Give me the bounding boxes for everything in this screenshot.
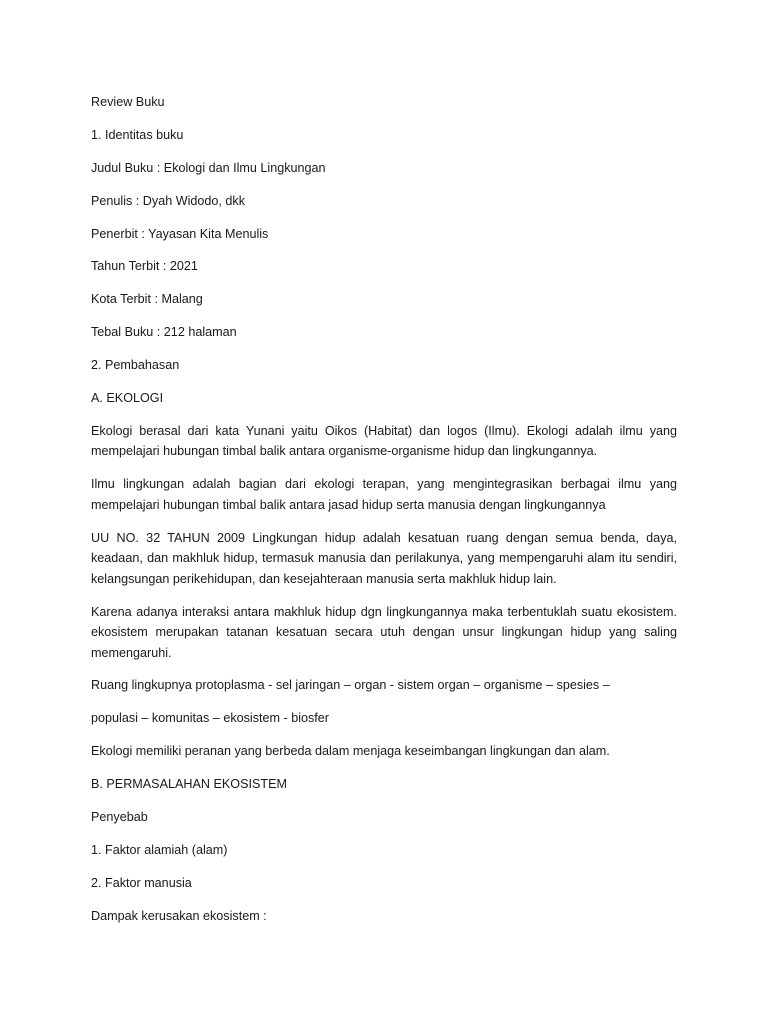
list-item-penyebab: 1. Faktor alamiah (alam) [91,842,228,857]
document-title: Review Buku [91,95,165,109]
section-heading-identitas: 1. Identitas buku [91,127,184,142]
paragraph-ekologi-definisi: Ekologi berasal dari kata Yunani yaitu Oikos (Habitat) dan logos (Ilmu). Ekologi adalah ilmu yang mempelajari hubungan timbal balik antara organisme-organisme hidup dan lingkungannya. [91,423,677,459]
section-heading-pembahasan: 2. Pembahasan [91,358,180,373]
identity-penerbit: Penerbit : Yayasan Kita Menulis [91,226,269,241]
identity-penulis: Penulis : Dyah Widodo, dkk [91,193,245,208]
identity-kota: Kota Terbit : Malang [91,292,203,307]
identity-tahun: Tahun Terbit : 2021 [91,259,198,274]
paragraph-ilmu-lingkungan: Ilmu lingkungan adalah bagian dari ekologi terapan, yang mengintegrasikan berbagai ilmu yang mempelajari hubungan timbal balik antara jasad hidup serta manusia dengan lingkungannya [91,477,677,512]
identity-judul: Judul Buku : Ekologi dan Ilmu Lingkungan [91,160,326,175]
ruang-lingkup-line-1: Ruang lingkupnya protoplasma - sel jaringan – organ - sistem organ – organisme – spesies – [91,678,610,693]
subsection-heading-ekologi: A. EKOLOGI [91,391,164,406]
paragraph-ekosistem: Karena adanya interaksi antara makhluk hidup dgn lingkungannya maka terbentuklah suatu ekosistem. ekosistem merupakan tatanan kesatuan secara utuh dengan unsur lingkungan hidup yang saling memengaruhi. [91,604,677,660]
document-body [91,92,677,939]
paragraph-peranan: Ekologi memiliki peranan yang berbeda dalam menjaga keseimbangan lingkungan dan alam. [91,744,610,759]
penyebab-heading: Penyebab [91,810,148,825]
list-item-penyebab: 2. Faktor manusia [91,875,192,890]
dampak-heading: Dampak kerusakan ekosistem : [91,908,267,923]
ruang-lingkup-line-2: populasi – komunitas – ekosistem - biosfer [91,711,329,726]
identity-tebal: Tebal Buku : 212 halaman [91,325,237,340]
subsection-heading-permasalahan: B. PERMASALAHAN EKOSISTEM [91,777,287,792]
paragraph-uu-lingkungan: UU NO. 32 TAHUN 2009 Lingkungan hidup adalah kesatuan ruang dengan semua benda, daya, keadaan, dan makhluk hidup, termasuk manusia dan perilakunya, yang mempengaruhi alam itu sendiri, kelangsungan perikehidupan, dan kesejahteraan manusia serta makhluk hidup lain. [91,530,677,586]
